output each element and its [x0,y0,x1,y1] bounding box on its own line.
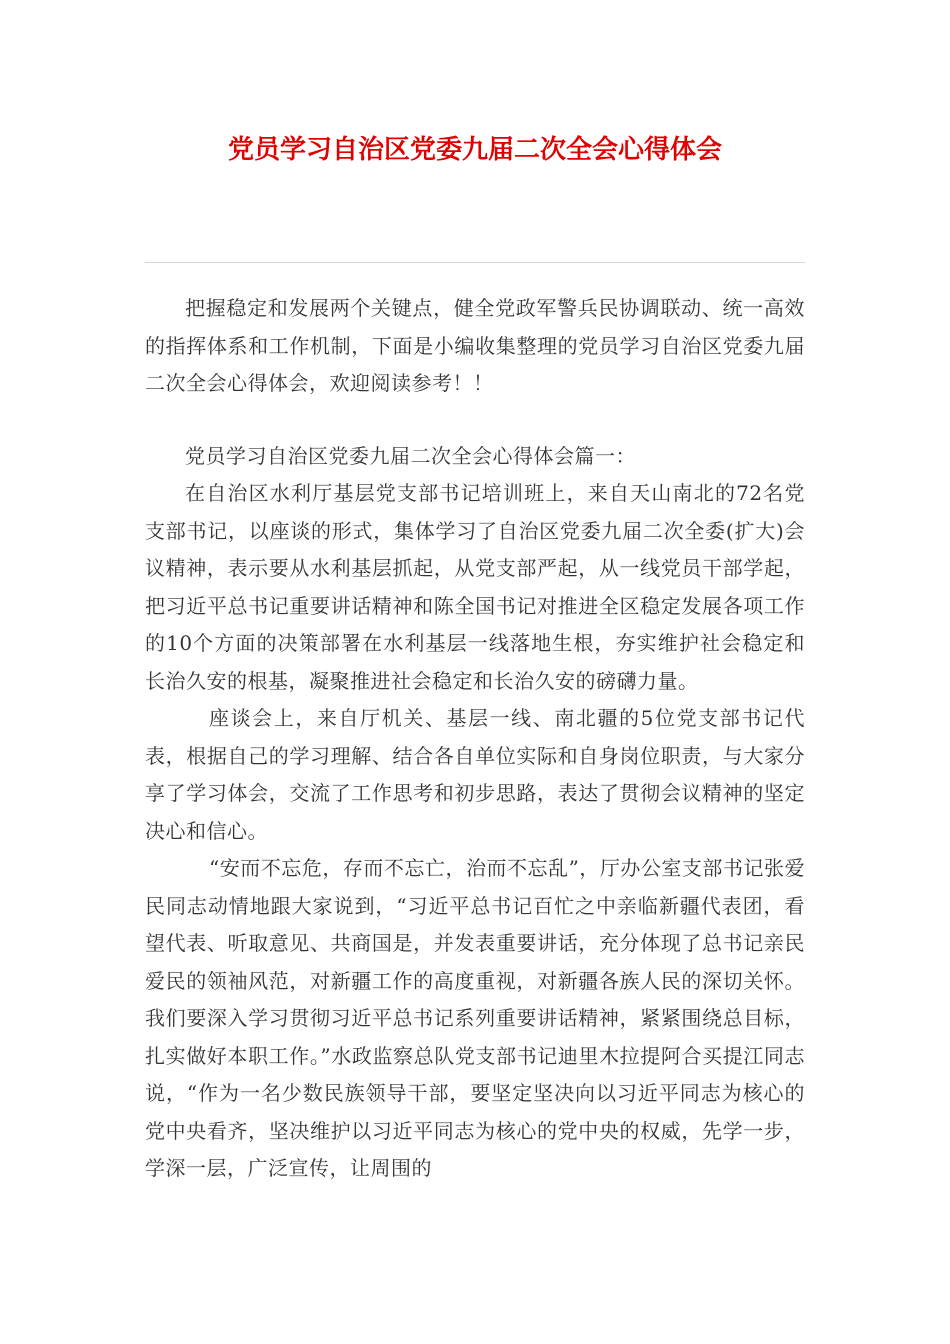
document-title: 党员学习自治区党委九届二次全会心得体会 [227,135,722,165]
body-paragraph-1: 在自治区水利厅基层党支部书记培训班上，来自天山南北的72名党支部书记，以座谈的形式，集体学习了自治区党委九届二次全委(扩大)会议精神，表示要从水利基层抓起，从党支部严起，从一线党员干部学起，把习近平总书记重要讲话精神和陈全国书记对推进全区稳定发展各项工作的10个方面的决策部署在水利基层一线落地生根，夯实维护社会稳定和长治久安的根基，凝聚推进社会稳定和长治久安的磅礴力量。 [145,481,805,693]
body-paragraph-3: “安而不忘危，存而不忘亡，治而不忘乱”，厅办公室支部书记张爱民同志动情地跟大家说到，“习近平总书记百忙之中亲临新疆代表团，看望代表、听取意见、共商国是，并发表重要讲话，充分体现了总书记亲民爱民的领袖风范，对新疆工作的高度重视，对新疆各族人民的深切关怀。我们要深入学习贯彻习近平总书记系列重要讲话精神，紧紧围绕总目标，扎实做好本职工作。”水政监察总队党支部书记迪里木拉提阿合买提江同志说，“作为一名少数民族领导干部，要坚定坚决向以习近平同志为核心的党中央看齐，坚决维护以习近平同志为核心的党中央的权威，先学一步，学深一层，广泛宣传，让周围的 [145,856,805,1180]
section-heading: 党员学习自治区党委九届二次全会心得体会篇一： [185,443,636,468]
document-body [145,290,805,1188]
intro-paragraph: 把握稳定和发展两个关键点，健全党政军警兵民协调联动、统一高效的指挥体系和工作机制，下面是小编收集整理的党员学习自治区党委九届二次全会心得体会，欢迎阅读参考！！ [145,296,805,395]
body-paragraph-2: 座谈会上，来自厅机关、基层一线、南北疆的5位党支部书记代表，根据自己的学习理解、结合各自单位实际和自身岗位职责，与大家分享了学习体会，交流了工作思考和初步思路，表达了贯彻会议精神的坚定决心和信心。 [145,706,805,843]
title-divider [145,262,805,263]
